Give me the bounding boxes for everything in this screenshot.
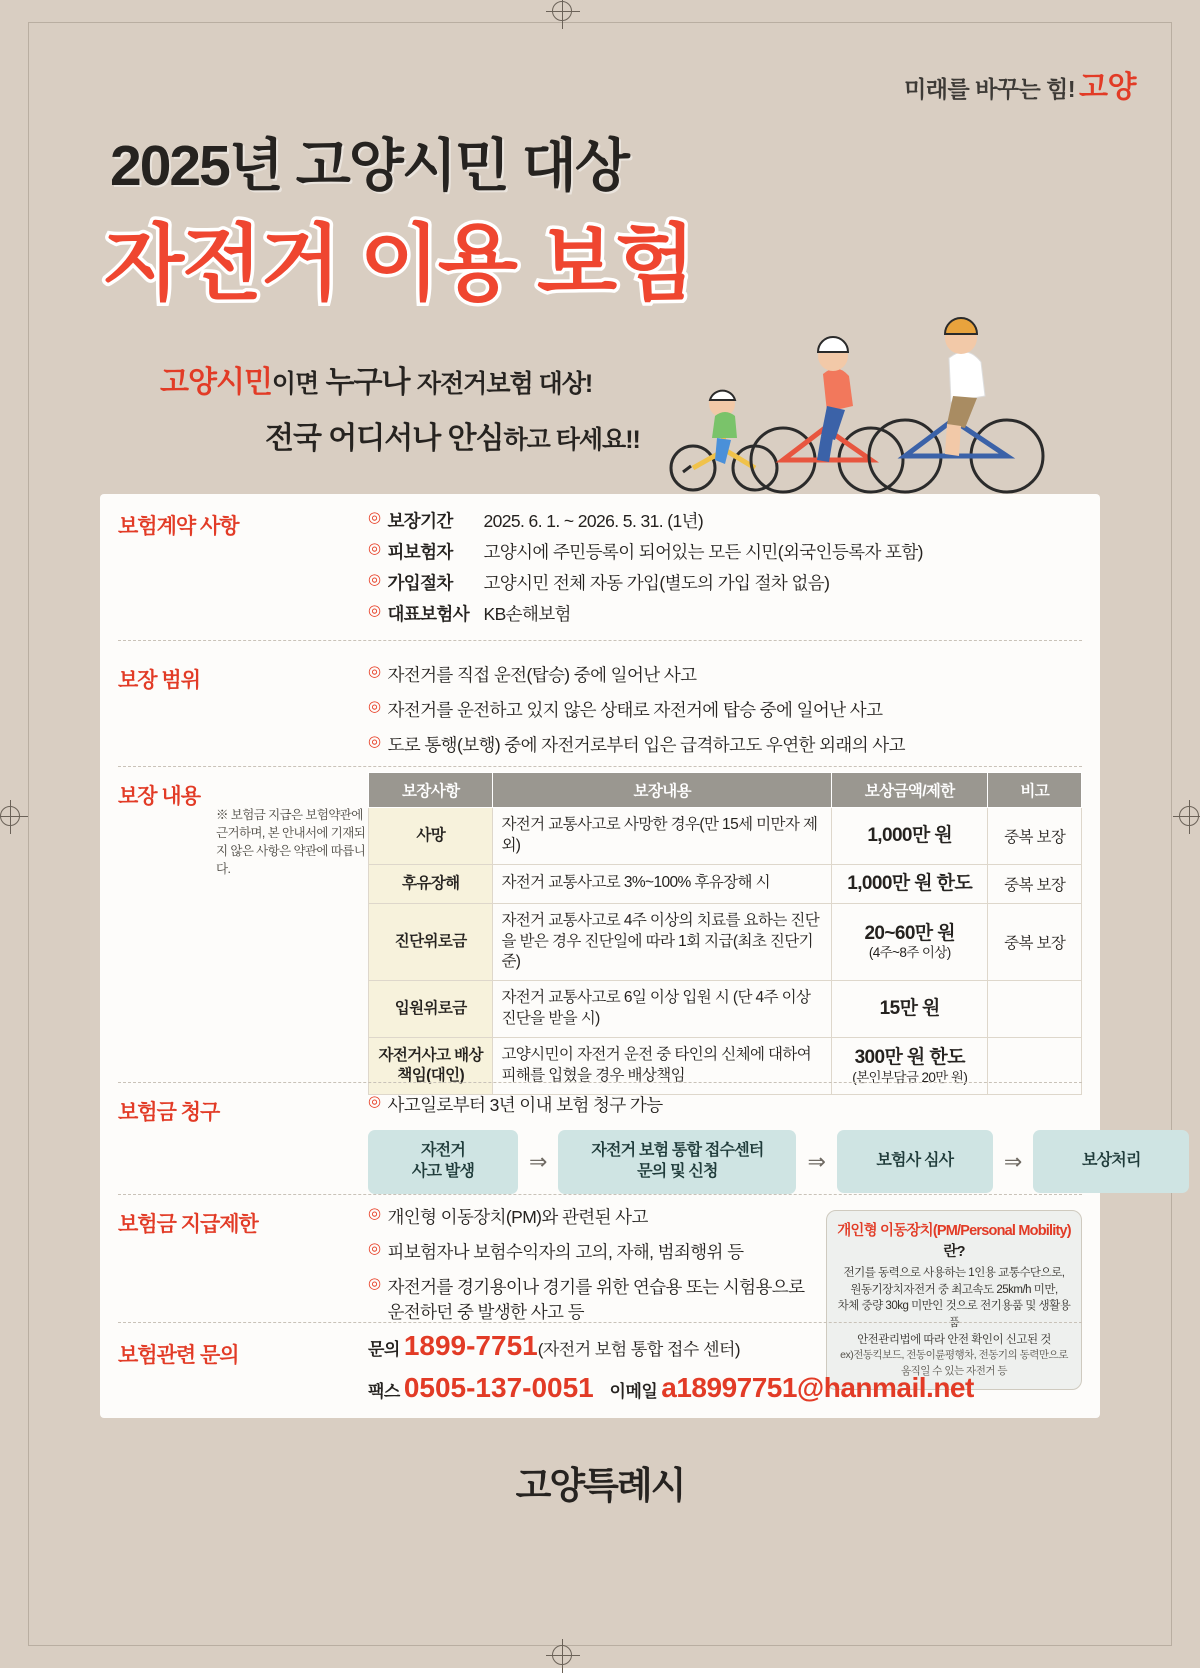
inquiry-phone-label: 문의 [368, 1340, 400, 1359]
subtitle-if: 이면 [271, 370, 319, 398]
contract-key-2: 가입절차 [387, 573, 453, 593]
table-row [369, 1038, 1082, 1095]
bullet-icon: ◎ [368, 1275, 381, 1292]
coverage-amount-sub-4: (본인부담금 20만 원) [852, 1069, 968, 1085]
coverage-col-3: 비고 [988, 773, 1082, 808]
coverage-desc-3: 자전거 교통사고로 6일 이상 입원 시 (단 4주 이상 진단을 받을 시) [493, 981, 832, 1038]
contract-item-3 [368, 601, 571, 626]
exclusion-item-0 [368, 1204, 798, 1229]
contract-value-0: 2025. 6. 1. ~ 2026. 5. 31. (1년) [483, 511, 704, 531]
section-label-contract: 보험계약 사항 [118, 515, 239, 538]
flow-arrow-icon: ⇒ [529, 1148, 548, 1174]
scope-text-2: 도로 통행(보행) 중에 자전거로부터 입은 급격하고도 우연한 외래의 사고 [387, 735, 905, 755]
scope-item-2 [368, 732, 905, 757]
subtitle-citizen: 고양시민 [160, 366, 272, 399]
contract-item-1 [368, 539, 923, 564]
subtitle-line1 [160, 357, 720, 401]
pm-example-1: 움직일 수 있는 자전거 등 [900, 1364, 1008, 1377]
coverage-note-2: 중복 보장 [988, 903, 1082, 981]
coverage-amount-4 [832, 1038, 988, 1095]
exclusion-text-0: 개인형 이동장치(PM)와 관련된 사고 [387, 1207, 648, 1227]
inquiry-fax-label: 팩스 [368, 1382, 400, 1401]
coverage-amount-main-2: 20~60만 원 [864, 922, 955, 944]
content-card [100, 494, 1141, 1418]
contract-key-0: 보장기간 [387, 511, 453, 531]
pm-definition-box [826, 1210, 1082, 1390]
coverage-note: ※ 보험금 지급은 보험약관에 근거하며, 본 안내서에 기재되지 않은 사항은 약관에 따릅니다. [216, 808, 366, 877]
coverage-col-2: 보상금액/제한 [832, 773, 988, 808]
coverage-name-4: 자전거사고 배상 책임(대인) [369, 1038, 493, 1095]
flow-arrow-icon: ⇒ [1003, 1148, 1023, 1174]
section-label-inquiry: 보험관련 문의 [118, 1344, 239, 1367]
bullet-icon: ◎ [368, 733, 381, 750]
section-label-exclusion: 보험금 지급제한 [118, 1213, 258, 1236]
coverage-name-3: 입원위로금 [369, 981, 493, 1038]
table-row [369, 981, 1082, 1038]
page-title-line1: 2025년 고양시민 대상 [110, 134, 628, 198]
coverage-col-1: 보장내용 [493, 773, 832, 808]
exclusion-text-2: 자전거를 경기용이나 경기를 위한 연습용 또는 시험용으로 운전하던 중 발생한 사고 등 [387, 1277, 805, 1322]
section-label-scope: 보장 범위 [118, 669, 200, 692]
subtitle-ride: 하고 타세요!! [503, 426, 640, 454]
pm-line-3: 안전관리법에 따라 안전 확인이 신고된 것 [857, 1333, 1051, 1346]
inquiry-email-label: 이메일 [609, 1382, 658, 1401]
divider-1 [118, 640, 1082, 641]
flow-step-2: 보험사 심사 [837, 1130, 993, 1193]
flow-arrow-icon: ⇒ [807, 1148, 826, 1174]
coverage-table [368, 772, 1082, 1095]
coverage-amount-main-4: 300만 원 한도 [854, 1046, 965, 1068]
registration-mark-left-icon [0, 800, 28, 834]
coverage-amount-main-0: 1,000만 원 [867, 825, 953, 847]
bullet-icon: ◎ [368, 1240, 381, 1257]
bullet-icon: ◎ [368, 571, 381, 588]
bullet-icon: ◎ [368, 1205, 381, 1222]
pm-definition-title [837, 1219, 1071, 1261]
coverage-note-1: 중복 보장 [988, 864, 1082, 903]
coverage-amount-2 [832, 903, 988, 981]
brand-slogan: 미래를 바꾸는 힘! [904, 76, 1076, 102]
exclusion-text-1: 피보험자나 보험수익자의 고의, 자해, 범죄행위 등 [387, 1242, 744, 1262]
table-row [369, 864, 1082, 903]
brand-logo [904, 62, 1136, 106]
bullet-icon: ◎ [368, 1093, 381, 1110]
subtitle-block [160, 357, 720, 457]
section-label-coverage: 보장 내용 [118, 785, 200, 808]
registration-mark-right-icon [1173, 800, 1200, 834]
divider-4 [118, 1194, 1082, 1195]
claim-bullet [368, 1092, 663, 1117]
subtitle-anyone: 누구나 [325, 366, 410, 399]
pm-line-0: 전기를 동력으로 사용하는 1인용 교통수단으로, [843, 1267, 1065, 1279]
subtitle-target: 자전거보험 대상! [416, 370, 593, 398]
claim-flow [368, 1130, 1189, 1194]
coverage-table-header-row [369, 773, 1082, 808]
flow-step-0: 자전거 사고 발생 [368, 1130, 518, 1194]
scope-item-1 [368, 697, 882, 722]
coverage-desc-0: 자전거 교통사고로 사망한 경우(만 15세 미만자 제외) [493, 808, 832, 865]
coverage-desc-4: 고양시민이 자전거 운전 중 타인의 신체에 대하여 피해를 입혔을 경우 배상책임 [493, 1038, 832, 1095]
pm-line-2: 차체 중량 30kg 미만인 것으로 전기용품 및 생활용품 [837, 1300, 1071, 1330]
inquiry-phone-note: (자전거 보험 통합 접수 센터) [537, 1340, 741, 1359]
cyclists-svg [655, 300, 1075, 500]
coverage-note-4 [988, 1038, 1082, 1095]
page-title-line2: 자전거 이용 보험 [104, 217, 694, 310]
scope-text-0: 자전거를 직접 운전(탑승) 중에 일어난 사고 [387, 665, 697, 685]
coverage-note-0: 중복 보장 [988, 808, 1082, 865]
table-row [369, 903, 1082, 981]
bullet-icon: ◎ [368, 663, 381, 680]
contract-value-2: 고양시민 전체 자동 가입(별도의 가입 절차 없음) [483, 573, 830, 593]
coverage-name-2: 진단위로금 [369, 903, 493, 981]
divider-3 [118, 1082, 1082, 1083]
contract-key-3: 대표보험사 [387, 604, 470, 624]
contract-value-3: KB손해보험 [483, 604, 571, 624]
coverage-amount-0 [832, 808, 988, 865]
subtitle-line2 [265, 413, 720, 457]
coverage-amount-3 [832, 981, 988, 1038]
inquiry-phone-row [368, 1330, 740, 1362]
bullet-icon: ◎ [368, 602, 381, 619]
bullet-icon: ◎ [368, 698, 381, 715]
pm-line-1: 원동기장치자전거 중 최고속도 25km/h 미만, [850, 1283, 1058, 1296]
footer-city-name: 고양특례시 [515, 1465, 685, 1506]
table-row [369, 808, 1082, 865]
scope-text-1: 자전거를 운전하고 있지 않은 상태로 자전거에 탑승 중에 일어난 사고 [387, 700, 883, 720]
cyclists-illustration [655, 300, 1075, 500]
brand-city: 고양 [1079, 71, 1136, 104]
contract-item-2 [368, 570, 829, 595]
coverage-desc-2: 자전거 교통사고로 4주 이상의 치료를 요하는 진단을 받은 경우 진단일에 따라 1회 지급(최초 진단기준) [493, 903, 832, 981]
section-label-claim: 보험금 청구 [118, 1101, 220, 1124]
claim-bullet-text: 사고일로부터 3년 이내 보험 청구 가능 [387, 1095, 663, 1115]
flow-step-1: 자전거 보험 통합 접수센터 문의 및 신청 [558, 1130, 796, 1194]
inquiry-email-address[interactable]: a18997751@hanmail.net [661, 1372, 974, 1403]
pm-title-red: 개인형 이동장치(PM/Personal Mobility) [837, 1223, 1071, 1239]
coverage-amount-main-1: 1,000만 원 한도 [847, 872, 973, 894]
coverage-amount-main-3: 15만 원 [879, 998, 940, 1020]
pm-example-0: ex)전동킥보드, 전동이륜평행차, 전동기의 동력만으로 [840, 1349, 1068, 1362]
pm-title-black: 란? [943, 1244, 965, 1260]
contract-value-1: 고양시에 주민등록이 되어있는 모든 시민(외국인등록자 포함) [483, 542, 923, 562]
scope-item-0 [368, 662, 696, 687]
bullet-icon: ◎ [368, 509, 381, 526]
inquiry-phone-number[interactable]: 1899-7751 [403, 1330, 538, 1361]
divider-2 [118, 766, 1082, 767]
inquiry-fax-row [368, 1372, 974, 1404]
coverage-amount-1 [832, 864, 988, 903]
coverage-amount-sub-2: (4주~8주 이상) [868, 945, 951, 961]
coverage-name-1: 후유장해 [369, 864, 493, 903]
coverage-name-0: 사망 [369, 808, 493, 865]
contract-key-1: 피보험자 [387, 542, 453, 562]
exclusion-item-2 [368, 1274, 808, 1324]
coverage-note-3 [988, 981, 1082, 1038]
inquiry-fax-number: 0505-137-0051 [403, 1372, 594, 1403]
exclusion-item-1 [368, 1239, 798, 1264]
subtitle-nationwide: 전국 어디서나 안심 [265, 422, 504, 455]
coverage-desc-1: 자전거 교통사고로 3%~100% 후유장해 시 [493, 864, 832, 903]
coverage-col-0: 보장사항 [369, 773, 493, 808]
divider-5 [118, 1322, 1082, 1323]
flow-step-3: 보상처리 [1033, 1130, 1189, 1193]
contract-item-0 [368, 508, 703, 533]
bullet-icon: ◎ [368, 540, 381, 557]
